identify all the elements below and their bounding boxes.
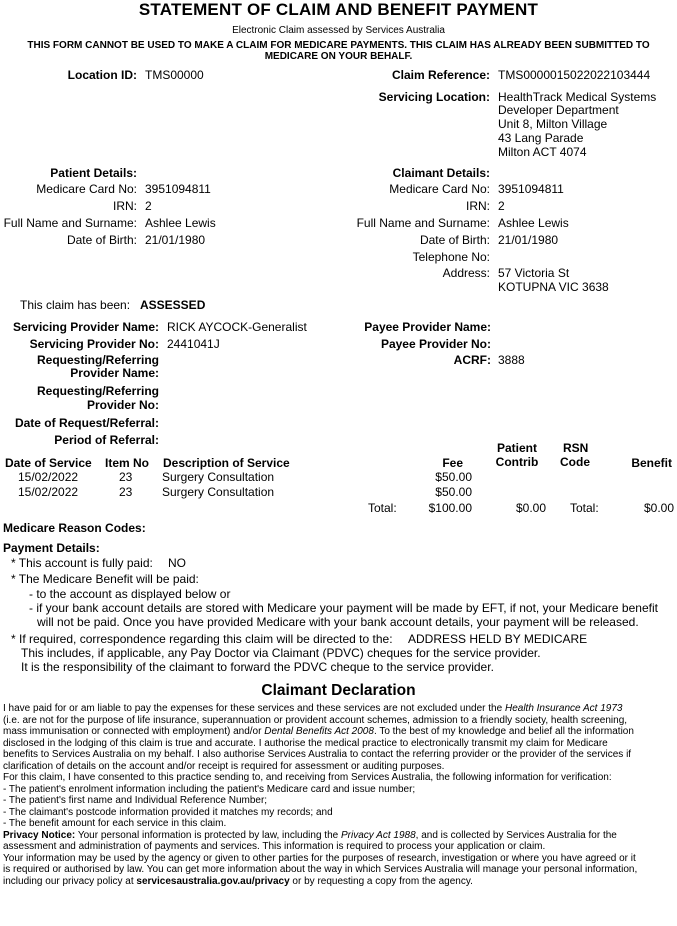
list-item: - The benefit amount for each service in this claim. [3,818,227,829]
servicing-provider-no-value: 2441041J [167,337,220,351]
payment-details-heading: Payment Details: [3,541,100,555]
total-label: Total: [570,501,599,515]
act-name: Dental Benefits Act 2008 [264,726,374,737]
declaration-text-span: mass immunisation or connected with employment) and/or [3,726,265,737]
claimant-irn-value: 2 [498,199,505,213]
servicing-provider-name-value: RICK AYCOCK-Generalist [167,320,307,334]
privacy-line: assessment and administration of payments and services. This information is required to process your application or claim. [3,841,546,852]
claim-reference-value: TMS0000015022022103444 [498,68,651,82]
location-label: Location ID: [67,68,137,82]
correspondence-value: ADDRESS HELD BY MEDICARE [408,632,588,646]
referring-provider-no-label-2: Provider No: [86,398,159,412]
service-description: Surgery Consultation [162,470,275,484]
location-value: TMS00000 [145,68,204,82]
patient-irn-value: 2 [145,199,152,213]
privacy-text-span: or by requesting a copy from the agency. [289,875,473,887]
payment-option-2-line-2: will not be paid. Once you have provided Medicare with your bank account details, your payment will be released. [37,615,639,629]
claim-status-label: This claim has been: [20,298,131,312]
patient-dob-label: Date of Birth: [66,233,137,247]
col-header-item: Item No [105,456,150,470]
declaration-line: For this claim, I have consented to this practice sending to, and receiving from Services Australia, the following information for verification: [3,772,612,783]
act-name: Health Insurance Act 1973 [504,703,623,714]
act-name: Privacy Act 1988 [340,829,416,841]
reason-codes-label: Medicare Reason Codes: [3,521,146,535]
payment-option-2-line-1: - if your bank account details are stored with Medicare your payment will be made by EFT, if not, your Medicare benefit [29,601,658,615]
acrf-label: ACRF: [453,353,491,367]
claimant-medicare-label: Medicare Card No: [389,182,490,196]
notice-line-1: THIS FORM CANNOT BE USED TO MAKE A CLAIM FOR MEDICARE PAYMENTS. THIS CLAIM HAS ALREADY BEEN SUBMITTED TO [27,40,650,51]
acrf-value: 3888 [498,353,525,367]
servicing-location-line: Milton ACT 4074 [498,145,587,159]
servicing-provider-no-label: Servicing Provider No: [29,337,159,351]
claimant-details-heading: Claimant Details: [392,166,490,180]
col-header-benefit: Benefit [631,456,672,470]
patient-medicare-value: 3951094811 [145,182,211,196]
patient-name-value: Ashlee Lewis [145,216,216,230]
benefit-paid-text: * The Medicare Benefit will be paid: [11,572,199,586]
declaration-line: (i.e. are not for the purpose of life insurance, superannuation or provident account schemes, admission to a friendly society, health screening, [3,714,628,726]
referral-period-label: Period of Referral: [54,433,159,447]
payee-provider-name-label: Payee Provider Name: [364,320,491,334]
patient-details-heading: Patient Details: [50,166,137,180]
service-fee: $50.00 [435,470,472,484]
col-header-rsn-2: Code [560,455,590,469]
service-item: 23 [119,470,133,484]
privacy-line [3,830,617,842]
patient-irn-label: IRN: [113,199,137,213]
service-description: Surgery Consultation [162,485,275,499]
claim-status-value: ASSESSED [140,298,206,312]
declaration-title: Claimant Declaration [261,682,416,699]
servicing-location-line: HealthTrack Medical Systems [498,90,657,104]
col-header-rsn-1: RSN [563,441,589,455]
servicing-location-line: Developer Department [498,103,619,117]
declaration-line: benefits to Services Australia on my behalf. I also authorise Services Australia to contact the referring provider or the provider of the services if [3,749,632,760]
declaration-text-span: . To the best of my knowledge and belief all the information [373,726,634,737]
correspondence-line-1: * If required, correspondence regarding this claim will be directed to the: [11,632,393,646]
servicing-location-label: Servicing Location: [378,90,490,104]
document-subtitle: Electronic Claim assessed by Services Australia [232,25,445,36]
list-item: - The patient's enrolment information including the patient's Medicare card and issue number; [3,783,416,795]
claimant-address-label: Address: [442,266,490,280]
total-label: Total: [368,501,397,515]
claimant-address-line-2: KOTUPNA VIC 3638 [498,280,609,294]
col-header-description: Description of Service [163,456,290,470]
claim-reference-label: Claim Reference: [391,68,490,82]
patient-medicare-label: Medicare Card No: [36,182,137,196]
privacy-line: Your information may be used by the agency or given to other parties for the purposes of research, investigation or where you have agreed or it [3,852,636,864]
notice-line-2: MEDICARE ON YOUR BEHALF. [264,51,413,62]
claimant-phone-label: Telephone No: [412,250,490,264]
payment-option-1: - to the account as displayed below or [29,587,231,601]
benefit-total: $0.00 [643,501,674,515]
referral-date-label: Date of Request/Referral: [14,416,159,430]
payee-provider-no-label: Payee Provider No: [380,337,491,351]
declaration-text-span: I have paid for or am liable to pay the expenses for these services and these services are not excluded under the [3,703,505,714]
service-item: 23 [119,485,133,499]
contrib-total: $0.00 [515,501,546,515]
servicing-location-line: 43 Lang Parade [498,131,584,145]
referring-provider-name-label-1: Requesting/Referring [36,353,159,367]
declaration-line [3,703,622,715]
privacy-text-span: , and is collected by Services Australia for the [415,829,617,841]
declaration-line: clarification of details on the account and/or receipt is required for assessment or auditing purposes. [3,760,445,772]
declaration-line: disclosed in the lodging of this claim is true and accurate. I authorise the medical practice to electronically transmit my claim for Medicare [3,737,608,749]
privacy-policy-link[interactable]: servicesaustralia.gov.au/privacy [136,875,290,887]
privacy-text-span: Your personal information is protected by law, including the [75,829,341,841]
fully-paid-label: * This account is fully paid: [11,556,153,570]
privacy-text-span: including our privacy policy at [3,875,137,887]
claimant-name-label: Full Name and Surname: [356,216,490,230]
col-header-patient-contrib-1: Patient [496,441,537,455]
service-date: 15/02/2022 [18,485,79,499]
correspondence-line-3: It is the responsibility of the claimant to forward the PDVC cheque to the service provider. [21,660,494,674]
list-item: - The claimant's postcode information provided it matches my records; and [3,806,333,818]
correspondence-line-2: This includes, if applicable, any Pay Doctor via Claimant (PDVC) cheques for the service provider. [21,646,541,660]
patient-name-label: Full Name and Surname: [3,216,137,230]
servicing-location-line: Unit 8, Milton Village [498,117,608,131]
col-header-date: Date of Service [5,456,92,470]
service-date: 15/02/2022 [18,470,79,484]
claimant-dob-value: 21/01/1980 [498,233,559,247]
col-header-patient-contrib-2: Contrib [495,455,539,469]
patient-dob-value: 21/01/1980 [145,233,206,247]
referring-provider-name-label-2: Provider Name: [70,366,159,380]
fully-paid-value: NO [168,556,186,570]
claimant-dob-label: Date of Birth: [419,233,490,247]
service-fee: $50.00 [435,485,472,499]
claimant-irn-label: IRN: [466,199,490,213]
document-title: STATEMENT OF CLAIM AND BENEFIT PAYMENT [138,0,539,19]
claimant-address-line-1: 57 Victoria St [498,266,570,280]
privacy-line [3,876,473,888]
claimant-name-value: Ashlee Lewis [498,216,569,230]
col-header-fee: Fee [442,456,463,470]
list-item: - The patient's first name and Individual Reference Number; [3,795,268,806]
privacy-line: is required or authorised by law. You can get more information about the way in which Services Australia will manage your personal information, [3,864,638,875]
declaration-line [3,726,634,738]
privacy-notice-label: Privacy Notice: [3,829,76,841]
fee-total: $100.00 [428,501,472,515]
referring-provider-no-label-1: Requesting/Referring [36,384,159,398]
servicing-provider-name-label: Servicing Provider Name: [12,320,159,334]
claimant-medicare-value: 3951094811 [498,182,564,196]
